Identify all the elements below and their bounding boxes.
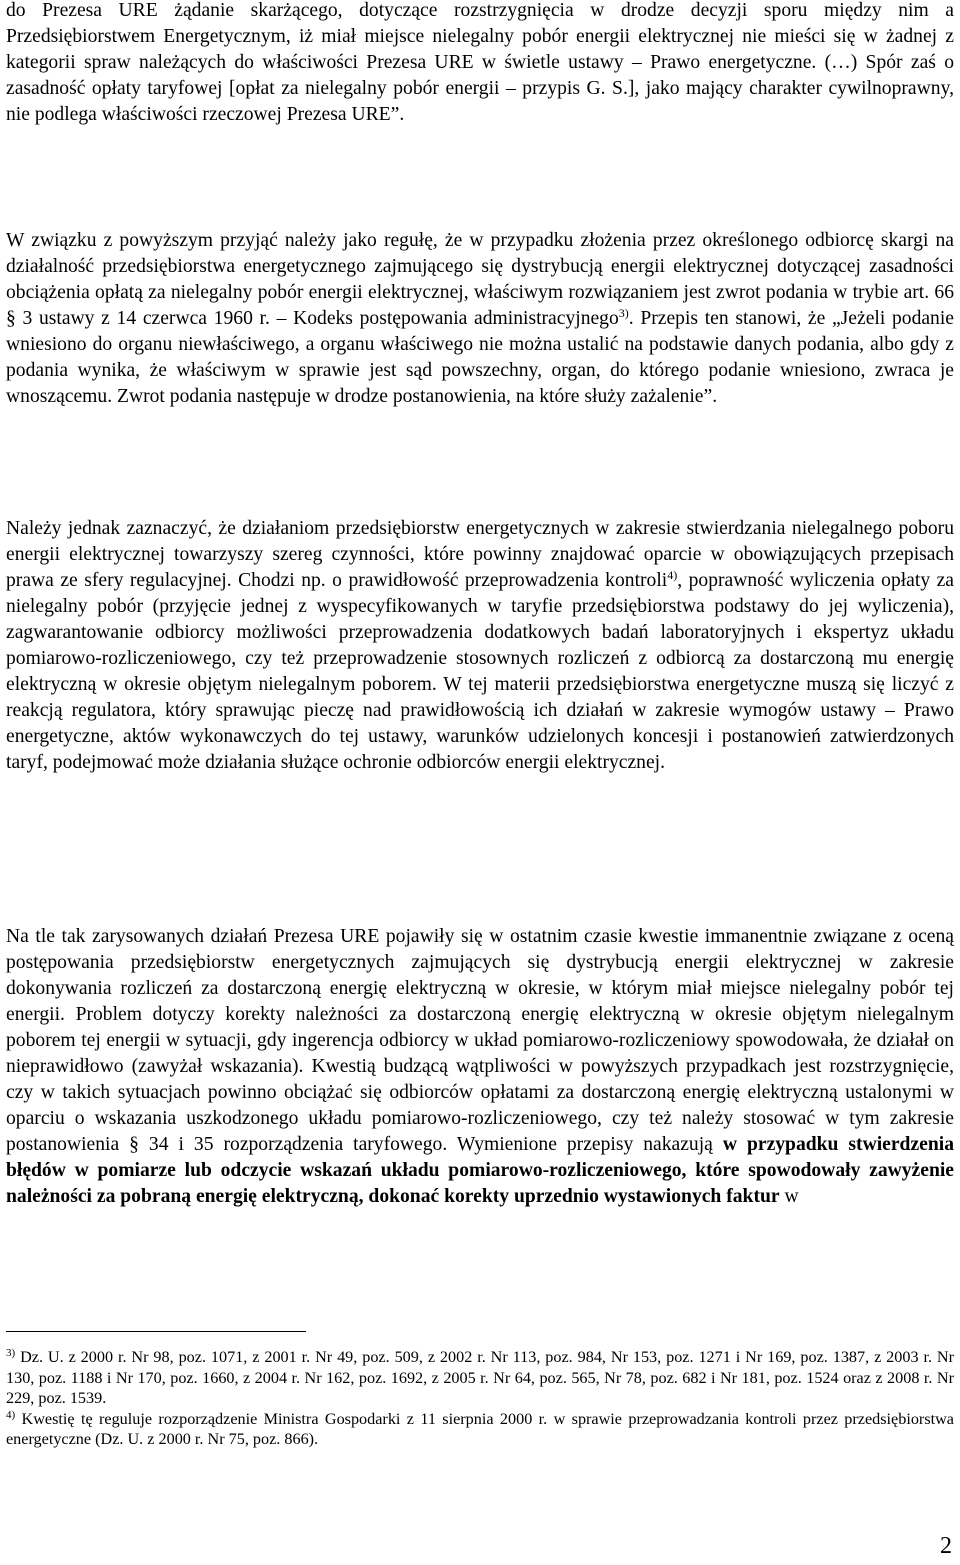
paragraph-4-bold-text: w przypadku stwierdzenia błędów w pomiarze lub odczycie wskazań układu pomiarowo-rozliczeniowego, które spowodowały zawyżenie należności za pobraną energię elektryczną, dokonać korekty uprzednio wystawionych faktur bbox=[6, 1134, 954, 1207]
paragraph-3 bbox=[6, 516, 954, 776]
paragraph-2-text-a: W związku z powyższym przyjąć należy jako regułę, że w przypadku złożenia przez określonego odbiorcę skargi na działalność przedsiębiorstwa energetycznego zajmującego się dystrybucją energii elektrycznej dotyczącej zasadności obciążenia opłatą za nielegalny pobór energii elektrycznej, właściwym rozwiązaniem jest zwrot podania w trybie art. 66 § 3 ustawy z 14 czerwca 1960 r. – Kodeks postępowania administracyjnego bbox=[6, 230, 954, 329]
footnote-3 bbox=[6, 1347, 954, 1409]
paragraph-1 bbox=[6, 0, 954, 128]
paragraph-4 bbox=[6, 924, 954, 1210]
footnote-4 bbox=[6, 1409, 954, 1450]
paragraph-4-text: Na tle tak zarysowanych działań Prezesa URE pojawiły się w ostatnim czasie kwestie immanentnie związane z oceną postępowania przedsiębiorstw energetycznych zajmujących się dystrybucją energii elektrycznej w zakresie dokonywania rozliczeń za dostarczoną energię elektryczną w okresie, w którym miał miejsce nielegalny pobór tej energii. Problem dotyczy korekty należności za dostarczoną energię elektryczną w okresie objętym nielegalnym poborem tej energii w sytuacji, gdy ingerencja odbiorcy w układ pomiarowo-rozliczeniowy spowodowała, że działał on nieprawidłowo (zawyżał wskazania). Kwestią budzącą wątpliwości w powyższych przypadkach jest rozstrzygnięcie, czy w takich sytuacjach powinno obciążać się odbiorców opłatami za dostarczoną energię elektryczną ustalonymi w oparciu o wskazania uszkodzonego układu pomiarowo-rozliczeniowego, czy też należy stosować w tym zakresie postanowienia § 34 i 35 rozporządzenia taryfowego. Wymienione przepisy nakazują bbox=[6, 926, 954, 1155]
footnote-4-text: Kwestię tę reguluje rozporządzenie Ministra Gospodarki z 11 sierpnia 2000 r. w sprawie przeprowadzania kontroli przez przedsiębiorstwa energetyczne (Dz. U. z 2000 r. Nr 75, poz. 866). bbox=[6, 1409, 954, 1448]
paragraph-4-tail: w bbox=[784, 1186, 799, 1207]
footnotes bbox=[6, 1347, 954, 1450]
footnote-ref-4[interactable]: 4) bbox=[667, 568, 678, 582]
paragraph-2-text-b: . Przepis ten stanowi, że „Jeżeli podanie wniesiono do organu niewłaściwego, a organu właściwego nie można ustalić na podstawie danych podania, albo gdy z podania wynika, że właściwym w sprawie jest sąd powszechny, organ, do którego podanie wniesiono, zwraca je wnoszącemu. Zwrot podania następuje w drodze postanowienia, na które służy zażalenie”. bbox=[6, 308, 954, 407]
footnote-separator bbox=[6, 1331, 306, 1332]
paragraph-1-text: do Prezesa URE żądanie skarżącego, dotyczące rozstrzygnięcia w drodze decyzji sporu między nim a Przedsiębiorstwem Energetycznym, iż miał miejsce nielegalny pobór energii elektrycznej nie mieści się w żadnej z kategorii spraw należących do właściwości Prezesa URE w świetle ustawy – Prawo energetyczne. (…) Spór zaś o zasadność opłaty taryfowej [opłat za nielegalny pobór energii – przypis G. S.], jako mający charakter cywilnoprawny, nie podlega właściwości rzeczowej Prezesa URE”. bbox=[6, 0, 954, 125]
paragraph-2 bbox=[6, 228, 954, 410]
footnote-3-marker: 3) bbox=[6, 1347, 16, 1359]
footnote-ref-3[interactable]: 3) bbox=[618, 306, 629, 320]
paragraph-3-text-a: Należy jednak zaznaczyć, że działaniom przedsiębiorstw energetycznych w zakresie stwierdzania nielegalnego poboru energii elektrycznej towarzyszy szereg czynności, które powinny znajdować oparcie w obowiązujących przepisach prawa ze sfery regulacyjnej. Chodzi np. o prawidłowość przeprowadzenia kontroli bbox=[6, 518, 954, 591]
footnote-4-marker: 4) bbox=[6, 1408, 16, 1421]
page-number: 2 bbox=[940, 1533, 952, 1559]
footnote-3-text: Dz. U. z 2000 r. Nr 98, poz. 1071, z 2001 r. Nr 49, poz. 509, z 2002 r. Nr 113, poz. 984, Nr 153, poz. 1271 i Nr 169, poz. 1387, z 2003 r. Nr 130, poz. 1188 i Nr 170, poz. 1660, z 2004 r. Nr 162, poz. 1692, z 2005 r. Nr 64, poz. 565, Nr 78, poz. 682 i Nr 181, poz. 1524 oraz z 2008 r. Nr 229, poz. 1539. bbox=[6, 1348, 954, 1407]
paragraph-3-text-b: , poprawność wyliczenia opłaty za nielegalny pobór (przyjęcie jednej z wyspecyfikowanych w taryfie przedsiębiorstwa podstawy do jej wyliczenia), zagwarantowanie odbiorcy możliwości przeprowadzenia dodatkowych badań laboratoryjnych i ekspertyz układu pomiarowo-rozliczeniowego, czy też przeprowadzenie stosownych rozliczeń z odbiorcą za dostarczoną mu energię elektryczną w okresie objętym nielegalnym poborem. W tej materii przedsiębiorstwa energetyczne muszą się liczyć z reakcją regulatora, który sprawując pieczę nad prawidłowością ich działań w zakresie wymogów ustawy – Prawo energetyczne, aktów wykonawczych do tej ustawy, warunków udzielonych koncesji i postanowień zatwierdzonych taryf, podejmować może działania służące ochronie odbiorców energii elektrycznej. bbox=[6, 570, 954, 773]
